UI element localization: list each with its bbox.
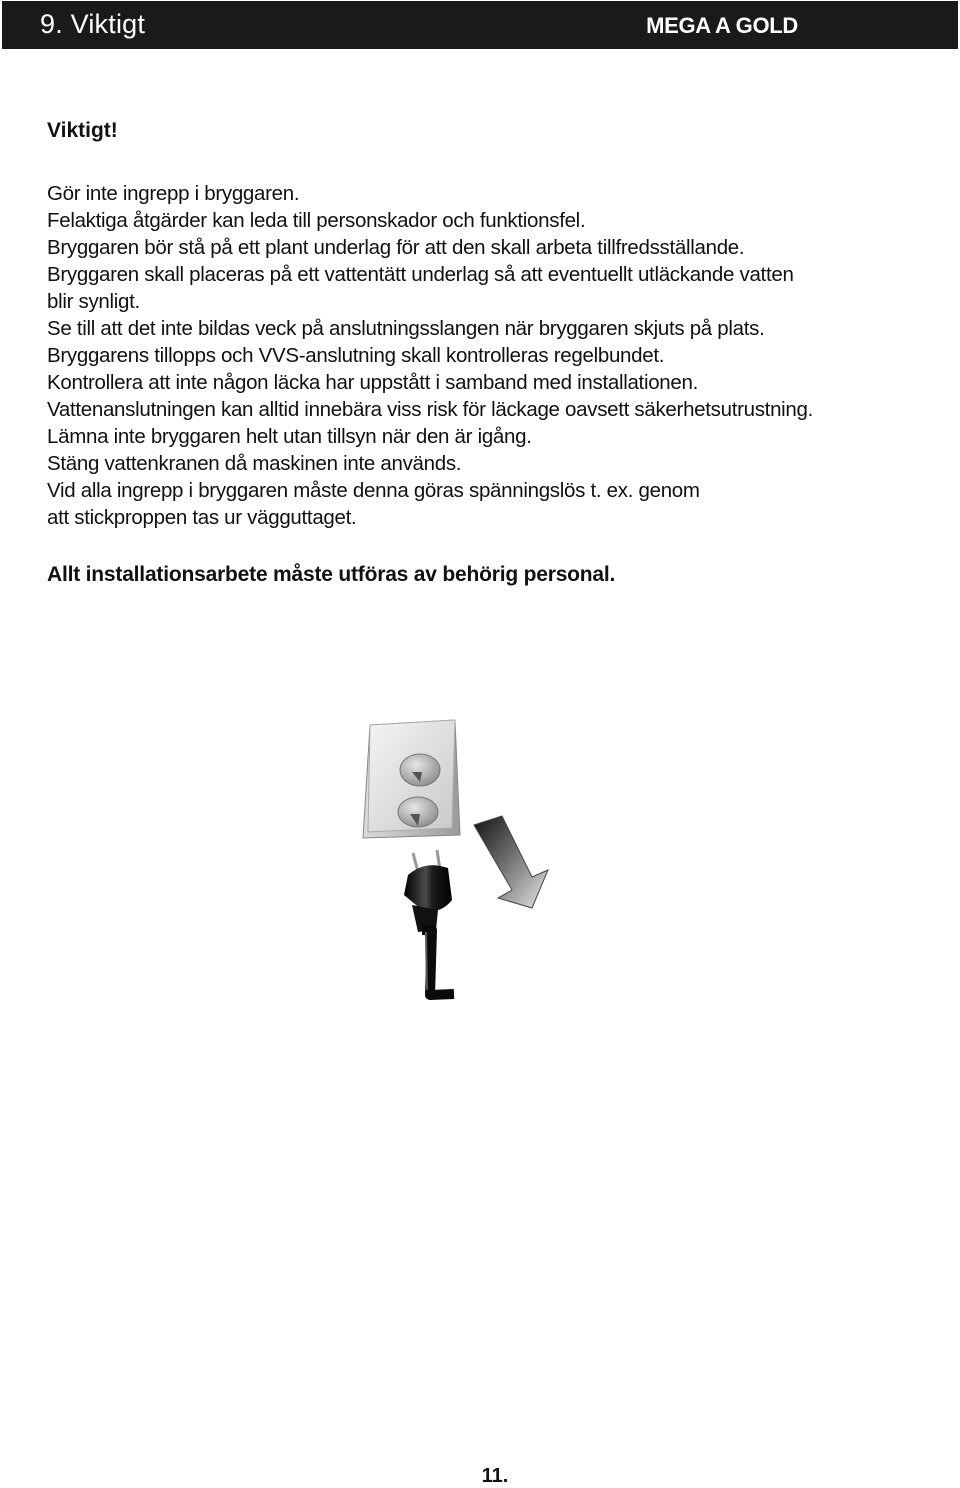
section-heading: Viktigt! [47, 119, 118, 142]
instruction-line: Vattenanslutningen kan alltid innebära viss risk för läckage oavsett säkerhetsutrustning. [47, 398, 814, 421]
instruction-line: Bryggaren skall placeras på ett vattentätt underlag så att eventuellt utläckande vatten [47, 263, 794, 286]
plug-icon [404, 850, 454, 995]
page-title: 9. Viktigt [40, 9, 146, 39]
arrow-down-right-icon [474, 816, 548, 908]
instruction-line: Gör inte ingrepp i bryggaren. [47, 182, 300, 205]
instruction-line: Vid alla ingrepp i bryggaren måste denna göras spänningslös t. ex. genom [47, 479, 700, 502]
instruction-line: Kontrollera att inte någon läcka har uppstått i samband med installationen. [47, 371, 698, 394]
instruction-line: Se till att det inte bildas veck på anslutningsslangen när bryggaren skjuts på plats. [47, 317, 765, 340]
instruction-line: Stäng vattenkranen då maskinen inte används. [47, 452, 462, 475]
instruction-line: blir synligt. [47, 290, 140, 313]
unplug-illustration [340, 710, 580, 1010]
instruction-line: Lämna inte bryggaren helt utan tillsyn när den är igång. [47, 425, 532, 448]
instructions-text [47, 180, 927, 531]
instruction-line: Felaktiga åtgärder kan leda till personskador och funktionsfel. [47, 209, 586, 232]
instruction-line: att stickproppen tas ur vägguttaget. [47, 506, 357, 529]
page-number: 11. [481, 1465, 509, 1487]
product-name: MEGA A GOLD [646, 13, 798, 38]
wall-socket-icon [363, 720, 460, 838]
header-bar [2, 1, 958, 49]
instruction-line: Bryggaren bör stå på ett plant underlag för att den skall arbeta tillfredsställande. [47, 236, 745, 259]
instruction-line: Bryggarens tillopps och VVS-anslutning skall kontrolleras regelbundet. [47, 344, 665, 367]
installation-warning: Allt installationsarbete måste utföras av behörig personal. [47, 563, 616, 586]
